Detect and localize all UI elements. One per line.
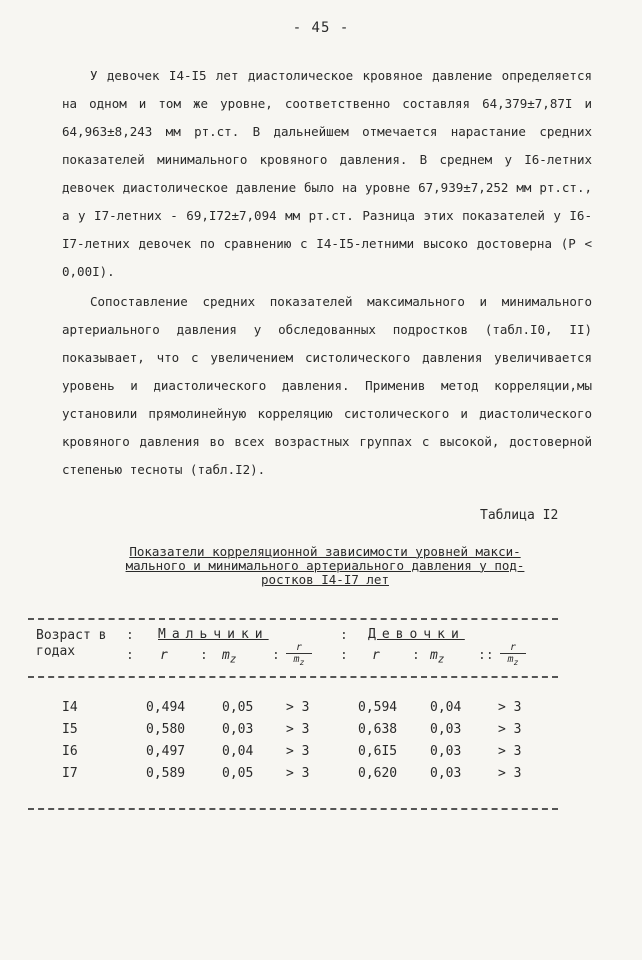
boys-ratio-header	[286, 642, 312, 668]
girls-ratio-denominator	[500, 654, 526, 668]
age-column-header	[36, 628, 106, 660]
age-cell: I7	[62, 766, 78, 781]
girls-ratio-den-letter: m	[507, 654, 514, 665]
boys-m-cell: 0,04	[222, 744, 254, 759]
boys-group-header: Мальчики	[158, 627, 269, 642]
column-separator: :	[126, 628, 134, 643]
age-cell: I4	[62, 700, 78, 715]
boys-ratio-den-letter: m	[293, 654, 300, 665]
girls-ratio-numerator: r	[500, 642, 526, 654]
girls-ratio-header	[500, 642, 526, 668]
table-caption	[82, 545, 568, 587]
column-separator: :	[340, 628, 348, 643]
boys-ratio-numerator: r	[286, 642, 312, 654]
table-top-rule	[28, 618, 558, 620]
column-separator: :	[126, 648, 134, 663]
boys-r-header: r	[160, 648, 168, 663]
girls-r-cell: 0,620	[358, 766, 398, 781]
caption-line-3: ростков I4-I7 лет	[261, 572, 389, 587]
girls-r-header: r	[372, 648, 380, 663]
table-label: Таблица I2	[480, 508, 559, 523]
column-separator: ::	[478, 648, 494, 663]
girls-group-header: Девочки	[368, 627, 465, 642]
boys-m-cell: 0,05	[222, 766, 254, 781]
boys-m-cell: 0,05	[222, 700, 254, 715]
paragraph-2: Сопоставление средних показателей максимального и минимального артериального давления у обследованных подростков (табл.I0, II) показывает, что с увеличением систолического давления увеличивается уровень и диастолического давления. Применив метод корреляции,мы установили прямолинейную корреляцию систолического и диастолического кровяного давления во всех возрастных группах с высокой, достоверной степенью тесноты (табл.I2).	[62, 294, 592, 477]
boys-m-cell: 0,03	[222, 722, 254, 737]
page-number: - 45 -	[292, 20, 350, 36]
caption-line-1: Показатели корреляционной зависимости уровней макси-	[129, 544, 521, 559]
boys-ratio-cell: > 3	[286, 722, 310, 737]
boys-ratio-cell: > 3	[286, 700, 310, 715]
table-row	[0, 722, 642, 744]
age-header-line-2: годах	[36, 644, 76, 659]
girls-ratio-den-subscript: z	[513, 657, 519, 667]
girls-r-cell: 0,594	[358, 700, 398, 715]
paragraph-1: У девочек I4-I5 лет диастолическое кровяное давление определяется на одном и том же уровне, соответственно составляя 64,379±7,87I и 64,963±8,243 мм рт.ст. В дальнейшем отмечается нарастание средних показателей минимального кровяного давления. В среднем у I6-летних девочек диастолическое давление было на уровне 67,939±7,252 мм рт.ст., а у I7-летних - 69,I72±7,094 мм рт.ст. Разница этих показателей у I6-I7-летних девочек по сравнению с I4-I5-летними высоко достоверна (Р < 0,00I).	[62, 68, 592, 279]
boys-m-subscript: z	[229, 652, 237, 666]
boys-r-cell: 0,494	[146, 700, 186, 715]
boys-ratio-cell: > 3	[286, 766, 310, 781]
girls-r-cell: 0,638	[358, 722, 398, 737]
girls-ratio-cell: > 3	[498, 700, 522, 715]
table-row	[0, 766, 642, 788]
girls-r-cell: 0,6I5	[358, 744, 398, 759]
boys-r-cell: 0,589	[146, 766, 186, 781]
girls-m-letter: m	[430, 648, 438, 663]
age-header-line-1: Возраст в	[36, 628, 107, 643]
boys-r-cell: 0,497	[146, 744, 186, 759]
table-row	[0, 744, 642, 766]
boys-r-cell: 0,580	[146, 722, 186, 737]
boys-ratio-cell: > 3	[286, 744, 310, 759]
girls-m-cell: 0,04	[430, 700, 462, 715]
column-separator: :	[200, 648, 208, 663]
girls-m-subscript: z	[437, 652, 445, 666]
column-separator: :	[340, 648, 348, 663]
table-header-rule	[28, 676, 558, 678]
girls-m-header	[430, 648, 444, 666]
body-text	[62, 62, 592, 484]
table-row	[0, 700, 642, 722]
girls-m-cell: 0,03	[430, 766, 462, 781]
boys-ratio-denominator	[286, 654, 312, 668]
boys-ratio-den-subscript: z	[299, 657, 305, 667]
girls-m-cell: 0,03	[430, 744, 462, 759]
column-separator: :	[272, 648, 280, 663]
girls-ratio-cell: > 3	[498, 722, 522, 737]
table-bottom-rule	[28, 808, 558, 810]
age-cell: I5	[62, 722, 78, 737]
boys-m-letter: m	[222, 648, 230, 663]
caption-line-2: мального и минимального артериального давления у под-	[125, 558, 525, 573]
boys-m-header	[222, 648, 236, 666]
girls-m-cell: 0,03	[430, 722, 462, 737]
column-separator: :	[412, 648, 420, 663]
girls-ratio-cell: > 3	[498, 744, 522, 759]
girls-ratio-cell: > 3	[498, 766, 522, 781]
age-cell: I6	[62, 744, 78, 759]
